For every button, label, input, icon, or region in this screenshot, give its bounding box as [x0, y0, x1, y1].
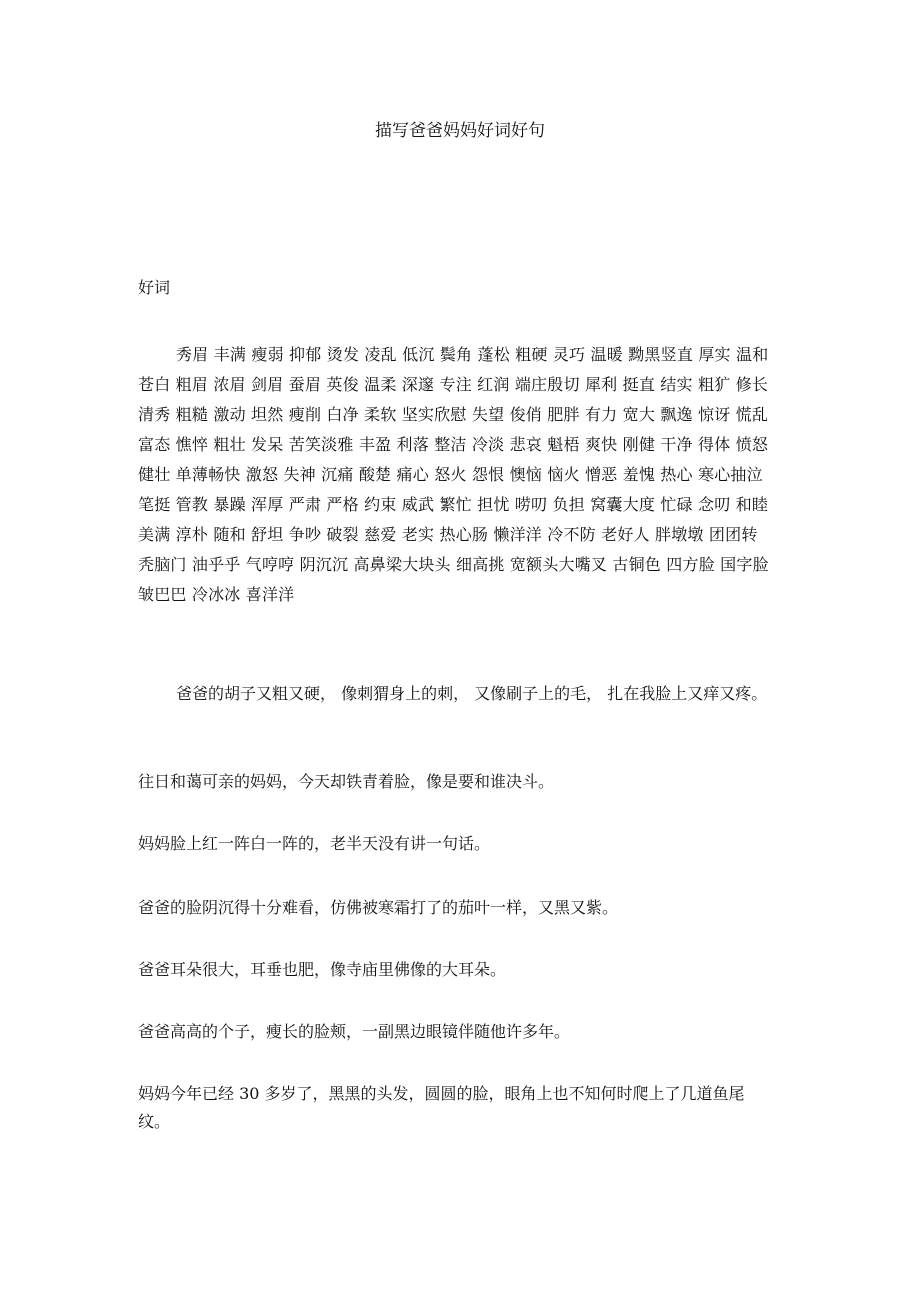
sentence-paragraph: 爸爸高高的个子，瘦长的脸颊，一副黑边眼镜伴随他许多年。: [138, 1022, 571, 1041]
sentence-paragraph: 往日和蔼可亲的妈妈，今天却铁青着脸，像是要和谁决斗。: [138, 772, 555, 791]
sentence-paragraph: 爸爸耳朵很大，耳垂也肥，像寺庙里佛像的大耳朵。: [138, 960, 507, 979]
sentence-paragraph: 爸爸的胡子又粗又硬， 像刺猬身上的刺， 又像刷子上的毛， 扎在我脸上又痒又疼。: [176, 684, 768, 703]
section-heading-good-words: 好词: [138, 278, 171, 297]
sentence-paragraph: 爸爸的脸阴沉得十分难看，仿佛被寒霜打了的茄叶一样，又黑又紫。: [138, 898, 619, 917]
page-title: 描写爸爸妈妈好词好句: [375, 121, 545, 141]
sentence-paragraph: 妈妈今年已经 30 多岁了，黑黑的头发，圆圆的脸，眼角上也不知何时爬上了几道鱼尾纹。: [138, 1084, 745, 1131]
good-words-paragraph: 秀眉 丰满 瘦弱 抑郁 烫发 凌乱 低沉 鬓角 蓬松 粗硬 灵巧 温暖 黝黑竖直 厚实 温和 苍白 粗眉 浓眉 剑眉 蚕眉 英俊 温柔 深邃 专注 红润 端庄殷切 犀利 挺直 结实 粗犷 修长 清秀 粗糙 激动 坦然 瘦削 白净 柔软 坚实欣慰 失望 俊俏 肥胖 有力 宽大 飘逸 惊讶 慌乱 富态 憔悴 粗壮 发呆 苦笑淡雅 丰盈 利落 整洁 冷淡 悲哀 魁梧 爽快 刚健 干净 得体 愤怒 健壮 单薄畅快 激怒 失神 沉痛 酸楚 痛心 怒火 怨恨 懊恼 恼火 憎恶 羞愧 热心 寒心抽泣 笔挺 管教 暴躁 浑厚 严肃 严格 约束 威武 繁忙 担忧 唠叨 负担 窝囊大度 忙碌 念叨 和睦 美满 淳朴 随和 舒坦 争吵 破裂 慈爱 老实 热心肠 懒洋洋 冷不防 老好人 胖墩墩 团团转 秃脑门 油乎乎 气哼哼 阴沉沉 高鼻梁大块头 细高挑 宽额头大嘴叉 古铜色 四方脸 国字脸 皱巴巴 冷冰冰 喜洋洋: [138, 345, 769, 604]
sentence-paragraph: 妈妈脸上红一阵白一阵的，老半天没有讲一句话。: [138, 834, 491, 853]
